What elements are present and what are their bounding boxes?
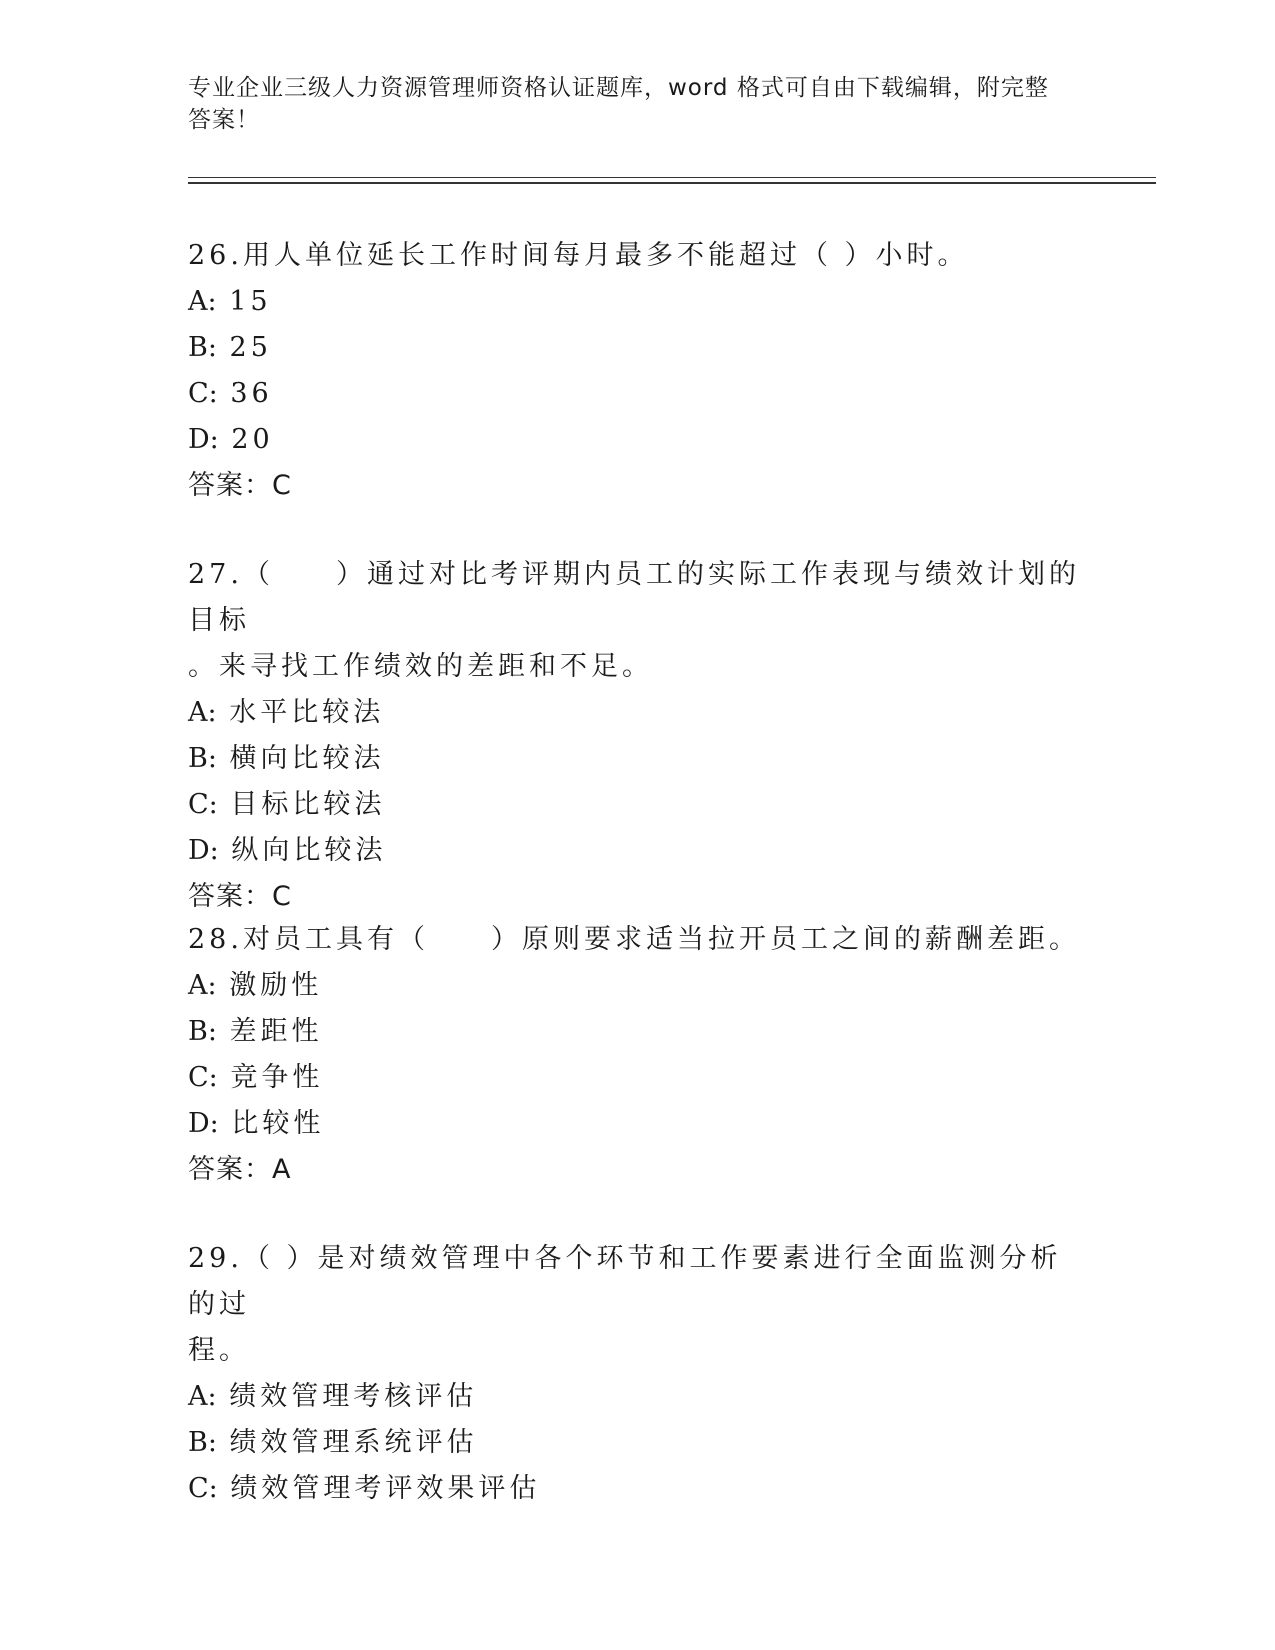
option-a bbox=[188, 690, 1088, 736]
option-text: 水平比较法 bbox=[229, 697, 385, 728]
question-stem: 28.对员工具有（ ）原则要求适当拉开员工之间的薪酬差距。 bbox=[188, 924, 1080, 955]
option-b bbox=[188, 1420, 1088, 1466]
question-26 bbox=[188, 233, 1088, 509]
answer-line: 答案：A bbox=[188, 1154, 292, 1185]
option-text: 竞争性 bbox=[230, 1062, 324, 1093]
option-letter: C: bbox=[188, 1062, 218, 1093]
option-text: 纵向比较法 bbox=[231, 835, 387, 866]
option-letter: B: bbox=[188, 332, 217, 363]
question-stem-line-1: 27.（ ）通过对比考评期内员工的实际工作表现与绩效计划的目标 bbox=[188, 559, 1080, 636]
option-d bbox=[188, 417, 1088, 463]
option-c bbox=[188, 1466, 1088, 1512]
option-text: 20 bbox=[231, 424, 274, 455]
question-stem-line-1: 29.（ ）是对绩效管理中各个环节和工作要素进行全面监测分析的过 bbox=[188, 1243, 1062, 1320]
option-letter: B: bbox=[188, 1427, 217, 1458]
option-text: 目标比较法 bbox=[230, 789, 386, 820]
header-divider-thin bbox=[188, 177, 1156, 178]
question-stem: 26.用人单位延长工作时间每月最多不能超过（ ）小时。 bbox=[188, 240, 969, 271]
option-text: 绩效管理考评效果评估 bbox=[230, 1473, 541, 1504]
option-text: 激励性 bbox=[229, 970, 323, 1001]
option-letter: A: bbox=[188, 697, 217, 728]
option-letter: D: bbox=[188, 424, 219, 455]
question-28 bbox=[188, 917, 1088, 1193]
header-divider-thick bbox=[188, 182, 1156, 184]
question-stem-line-2: 。来寻找工作绩效的差距和不足。 bbox=[188, 651, 653, 682]
option-c bbox=[188, 782, 1088, 828]
option-text: 横向比较法 bbox=[229, 743, 385, 774]
option-text: 15 bbox=[229, 286, 272, 317]
option-c bbox=[188, 1055, 1088, 1101]
option-text: 比较性 bbox=[231, 1108, 325, 1139]
option-a bbox=[188, 279, 1088, 325]
option-a bbox=[188, 1374, 1088, 1420]
option-letter: D: bbox=[188, 1108, 219, 1139]
option-text: 25 bbox=[229, 332, 272, 363]
answer-line: 答案：C bbox=[188, 470, 292, 501]
option-d bbox=[188, 1101, 1088, 1147]
option-text: 绩效管理系统评估 bbox=[229, 1427, 478, 1458]
option-letter: C: bbox=[188, 1473, 218, 1504]
answer-line: 答案：C bbox=[188, 881, 292, 912]
header-line-2: 答案！ bbox=[188, 107, 260, 133]
option-a bbox=[188, 963, 1088, 1009]
option-b bbox=[188, 1009, 1088, 1055]
option-letter: D: bbox=[188, 835, 219, 866]
option-text: 绩效管理考核评估 bbox=[229, 1381, 478, 1412]
option-d bbox=[188, 828, 1088, 874]
option-b bbox=[188, 736, 1088, 782]
option-letter: A: bbox=[188, 970, 217, 1001]
option-text: 36 bbox=[230, 378, 273, 409]
option-letter: C: bbox=[188, 789, 218, 820]
option-letter: A: bbox=[188, 286, 217, 317]
option-c bbox=[188, 371, 1088, 417]
option-letter: B: bbox=[188, 743, 217, 774]
option-text: 差距性 bbox=[229, 1016, 323, 1047]
option-b bbox=[188, 325, 1088, 371]
document-header bbox=[188, 72, 1088, 136]
option-letter: C: bbox=[188, 378, 218, 409]
question-29 bbox=[188, 1236, 1088, 1512]
question-27 bbox=[188, 552, 1088, 920]
question-stem-line-2: 程。 bbox=[188, 1335, 250, 1366]
option-letter: B: bbox=[188, 1016, 217, 1047]
option-letter: A: bbox=[188, 1381, 217, 1412]
header-line-1: 专业企业三级人力资源管理师资格认证题库，word 格式可自由下载编辑，附完整 bbox=[188, 75, 1049, 101]
